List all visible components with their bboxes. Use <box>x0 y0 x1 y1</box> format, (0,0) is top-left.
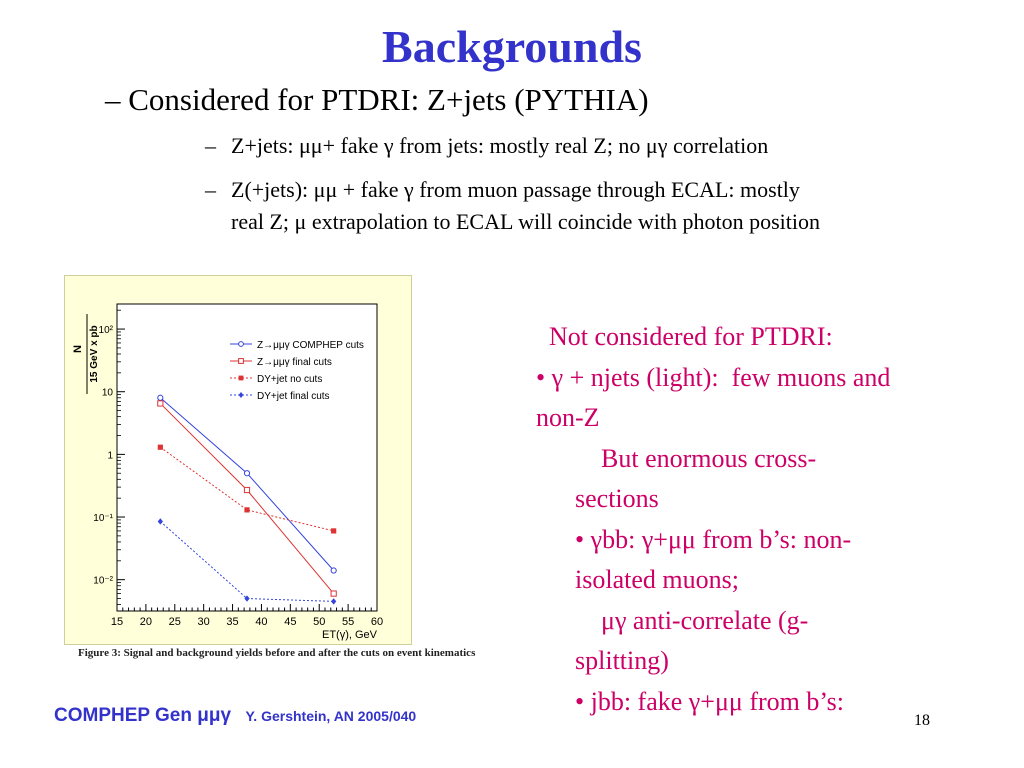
x-tick-label: 30 <box>197 616 210 628</box>
x-axis-label: ET(γ), GeV <box>321 629 377 641</box>
x-tick-label: 50 <box>313 616 326 628</box>
y-tick-label: 1 <box>107 450 113 462</box>
series-point <box>331 568 336 573</box>
right-line-4: But enormous cross- <box>536 443 817 473</box>
right-line-7: isolated muons; <box>536 565 739 594</box>
y-axis-label-denominator: 15 GeV x pb <box>89 325 100 383</box>
figure-panel <box>64 275 412 645</box>
yield-chart <box>65 276 411 644</box>
sub-bullet-1 <box>205 130 768 162</box>
right-line-8: μγ anti-correlate (g- <box>536 605 809 635</box>
not-considered-list <box>536 317 1006 722</box>
legend-label: Z→μμγ COMPHEP cuts <box>257 340 364 351</box>
slide-title: Backgrounds <box>382 21 642 72</box>
x-tick-label: 40 <box>255 616 268 628</box>
legend-label: DY+jet no cuts <box>257 374 323 385</box>
x-tick-label: 35 <box>226 616 239 628</box>
right-line-10: • jbb: fake γ+μμ from b’s: <box>536 686 844 716</box>
right-line-3: non-Z <box>536 403 600 432</box>
legend-label: Z→μμγ final cuts <box>257 357 332 368</box>
right-line-6: • γbb: γ+μμ from b’s: non- <box>536 524 852 554</box>
series-point <box>244 487 249 492</box>
right-line-1: Not considered for PTDRI: <box>536 322 833 351</box>
x-tick-label: 55 <box>341 616 355 628</box>
footer-credit <box>54 705 416 727</box>
sub-bullet-2-line2: real Z; μ extrapolation to ECAL will coincide with photon position <box>231 209 820 234</box>
series-point <box>158 401 163 406</box>
sub-bullet-1-dash: – <box>205 133 216 158</box>
main-bullet: – Considered for PTDRI: Z+jets (PYTHIA) <box>105 82 649 117</box>
x-tick-label: 45 <box>284 616 297 628</box>
y-axis-label-numerator: N <box>72 345 84 353</box>
x-tick-label: 20 <box>139 616 153 628</box>
series-point <box>244 507 249 512</box>
footer-comphep: COMPHEP Gen μμγ <box>54 705 232 726</box>
series-point <box>158 395 163 400</box>
sub-bullet-2-dash: – <box>205 177 216 202</box>
right-line-9: splitting) <box>536 646 669 675</box>
sub-bullet-2 <box>205 174 820 238</box>
right-line-5: sections <box>536 484 659 513</box>
y-tick-label: 10² <box>98 325 113 337</box>
series-point <box>331 528 336 533</box>
footer-reference: Y. Gershtein, AN 2005/040 <box>245 708 417 724</box>
y-tick-label: 10⁻² <box>93 575 113 587</box>
legend-marker <box>239 376 244 381</box>
series-point <box>244 471 249 476</box>
y-tick-label: 10 <box>101 387 113 399</box>
page-number: 18 <box>914 712 930 729</box>
x-tick-label: 15 <box>110 616 124 628</box>
series-point <box>158 445 163 450</box>
x-tick-label: 25 <box>168 616 181 628</box>
x-tick-label: 60 <box>370 616 384 628</box>
y-tick-label: 10⁻¹ <box>93 513 113 525</box>
legend-label: DY+jet final cuts <box>257 391 330 402</box>
right-line-2: • γ + njets (light): few muons and <box>536 362 891 392</box>
legend-marker <box>239 359 244 364</box>
sub-bullet-1-text: Z+jets: μμ+ fake γ from jets: mostly real Z; no μγ correlation <box>231 133 769 158</box>
sub-bullet-2-line1: Z(+jets): μμ + fake γ from muon passage through ECAL: mostly <box>231 177 800 202</box>
figure-caption: Figure 3: Signal and background yields before and after the cuts on event kinematics <box>78 647 476 659</box>
legend-marker <box>239 342 244 347</box>
series-point <box>331 591 336 596</box>
